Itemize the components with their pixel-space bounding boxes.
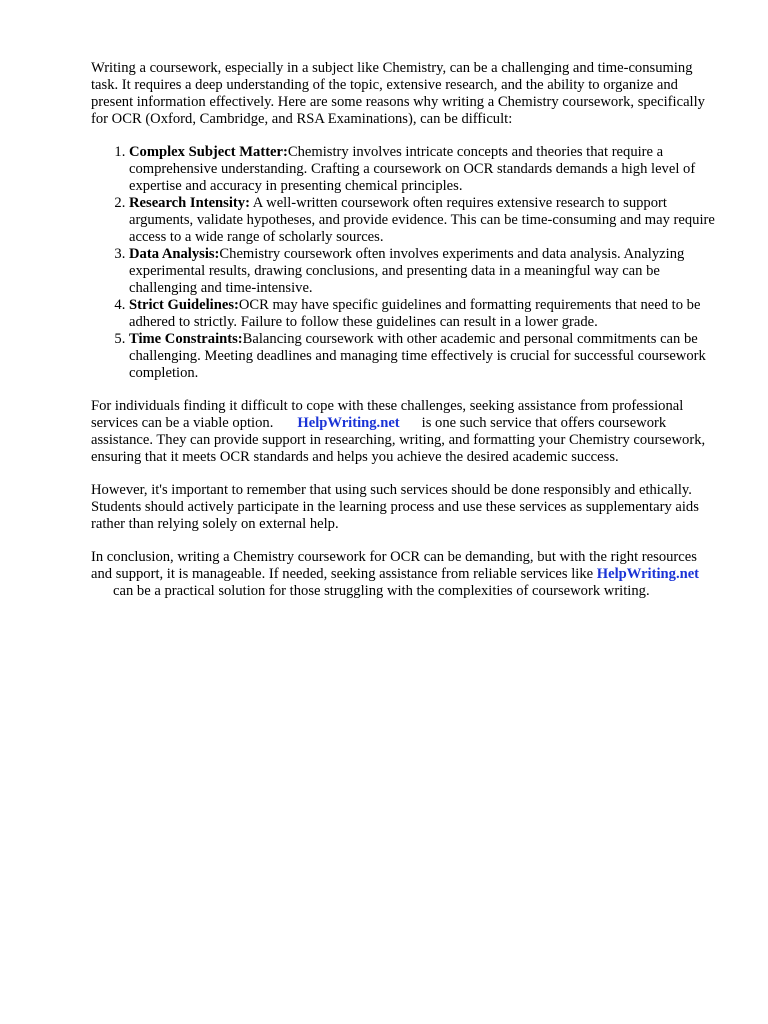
reason-term: Strict Guidelines: bbox=[129, 297, 239, 313]
helpwriting-link-conclusion[interactable]: HelpWriting.net bbox=[596, 566, 700, 582]
document-page bbox=[91, 60, 715, 616]
list-item bbox=[129, 144, 715, 195]
helpwriting-link[interactable]: HelpWriting.net bbox=[297, 415, 400, 431]
reason-term: Data Analysis: bbox=[129, 246, 220, 262]
conclusion-text-before: In conclusion, writing a Chemistry coursework for OCR can be demanding, but with the right resources and support, it is manageable. If needed, seeking assistance from reliable services like bbox=[91, 549, 697, 582]
list-item bbox=[129, 246, 715, 297]
assistance-paragraph bbox=[91, 398, 715, 466]
reason-text: A well-written coursework often requires extensive research to support arguments, validate hypotheses, and provide evidence. This can be time-consuming and may require access to a wide range of scholarly sources. bbox=[129, 195, 715, 245]
assistance-text-after: is one such service that offers coursework assistance. They can provide support in researching, writing, and formatting your Chemistry coursework, ensuring that it meets OCR standards and helps you achieve the desired academic success. bbox=[91, 415, 706, 465]
reason-term: Research Intensity: bbox=[129, 195, 250, 211]
conclusion-text-after: can be a practical solution for those struggling with the complexities of coursework writing. bbox=[113, 583, 650, 599]
reason-text: OCR may have specific guidelines and formatting requirements that need to be adhered to strictly. Failure to follow these guidelines can result in a lower grade. bbox=[129, 297, 701, 330]
intro-paragraph: Writing a coursework, especially in a subject like Chemistry, can be a challenging and time-consuming task. It requires a deep understanding of the topic, extensive research, and the ability to organize and present information effectively. Here are some reasons why writing a Chemistry coursework, specifically for OCR (Oxford, Cambridge, and RSA Examinations), can be difficult: bbox=[91, 60, 705, 127]
list-item bbox=[129, 331, 715, 382]
reasons-list bbox=[91, 144, 715, 382]
reason-text: Chemistry involves intricate concepts and theories that require a comprehensive understanding. Crafting a coursework on OCR standards demands a high level of expertise and accuracy in presenting chemical principles. bbox=[129, 144, 696, 194]
reason-term: Time Constraints: bbox=[129, 331, 243, 347]
reason-text: Chemistry coursework often involves experiments and data analysis. Analyzing experimental results, drawing conclusions, and presenting data in a meaningful way can be challenging and time-intensive. bbox=[129, 246, 685, 296]
reason-text: Balancing coursework with other academic and personal commitments can be challenging. Meeting deadlines and managing time effectively is crucial for successful coursework completion. bbox=[129, 331, 706, 381]
caution-paragraph: However, it's important to remember that using such services should be done responsibly and ethically. Students should actively participate in the learning process and use these services as supplementary aids rather than relying solely on external help. bbox=[91, 482, 699, 532]
conclusion-paragraph bbox=[91, 549, 715, 600]
reason-term: Complex Subject Matter: bbox=[129, 144, 288, 160]
list-item bbox=[129, 195, 715, 246]
list-item bbox=[129, 297, 715, 331]
assistance-text-before: For individuals finding it difficult to cope with these challenges, seeking assistance from professional services can be a viable option. bbox=[91, 398, 684, 431]
